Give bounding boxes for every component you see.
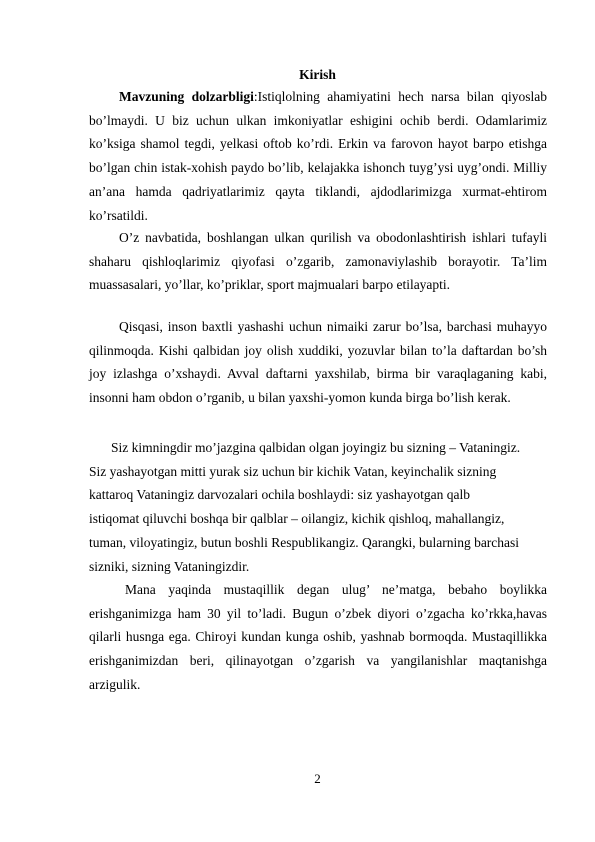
paragraph-homeland bbox=[89, 436, 549, 578]
paragraph-construction: O’z navbatida, boshlangan ulkan qurilish va obodonlashtirish ishlari tufayli shaharu qishloqlarimiz qiyofasi o’zgarib, zamonaviylashib borayotir. Ta’lim muassasalari, yo’llar, ko’priklar, sport majmualari barpo etilayapti. bbox=[89, 230, 547, 293]
homeland-line: sizniki, sizning Vataningizdir. bbox=[89, 558, 250, 574]
homeland-line: kattaroq Vataningiz darvozalari ochila boshlaydi: siz yashayotgan qalb bbox=[89, 487, 471, 503]
paragraph-happiness: Qisqasi, inson baxtli yashashi uchun nimaiki zarur bo’lsa, barchasi muhayyo qilinmoqda. Kishi qalbidan joy olish xuddiki, yozuvlar bilan to’la daftardan bo’sh joy izlashga o’xshaydi. Avval daftarni yaxshilab, birma bir varaqlaganing kabi, insonni ham obdon o’rganib, u bilan yaxshi-yomon kunda birga bo’lish kerak. bbox=[89, 319, 547, 406]
homeland-line: istiqomat qiluvchi boshqa bir qalblar – oilangiz, kichik qishloq, mahallangiz, bbox=[89, 511, 505, 527]
paragraph-relevance bbox=[89, 85, 547, 227]
page-number: 2 bbox=[314, 771, 321, 786]
homeland-line: Siz kimningdir mo’jazgina qalbidan olgan joyingiz bu sizning – Vataningiz. bbox=[111, 440, 521, 455]
relevance-text: :Istiqlolning ahamiyatini hech narsa bilan qiyoslab bo’lmaydi. U biz uchun ulkan imkoniyatlar eshigini ochib berdi. Odamlarimiz ko’ksiga shamol tegdi, yelkasi oftob ko’rdi. Erkin va farovon hayot barpo etishga bo’lgan chin istak-xohish paydo bo’lib, kelajakka ishonch tuyg’ysi uyg’ondi. Milliy an’ana hamda qadriyatlarimiz qayta tiklandi, ajdodlarimizga xurmat-ehtirom ko’rsatildi. bbox=[89, 89, 547, 223]
paragraph-independence: Mana yaqinda mustaqillik degan ulug’ ne’matga, bebaho boylikka erishganimizga ham 30 yil to’ladi. Bugun o’zbek diyori o’zgacha ko’rkka,havas qilarli husnga ega. Chiroyi kundan kunga oshib, yashnab bormoqda. Mustaqillikka erishganimizdan beri, qilinayotgan o’zgarish va yangilanishlar maqtanishga arzigulik. bbox=[89, 582, 547, 692]
section-heading: Kirish bbox=[299, 67, 336, 82]
homeland-line: tuman, viloyatingiz, butun boshli Respublikangiz. Qarangki, bularning barchasi bbox=[89, 534, 520, 550]
homeland-line: Siz yashayotgan mitti yurak siz uchun bir kichik Vatan, keyinchalik sizning bbox=[89, 463, 497, 479]
relevance-lead: Mavzuning dolzarbligi bbox=[119, 89, 254, 104]
